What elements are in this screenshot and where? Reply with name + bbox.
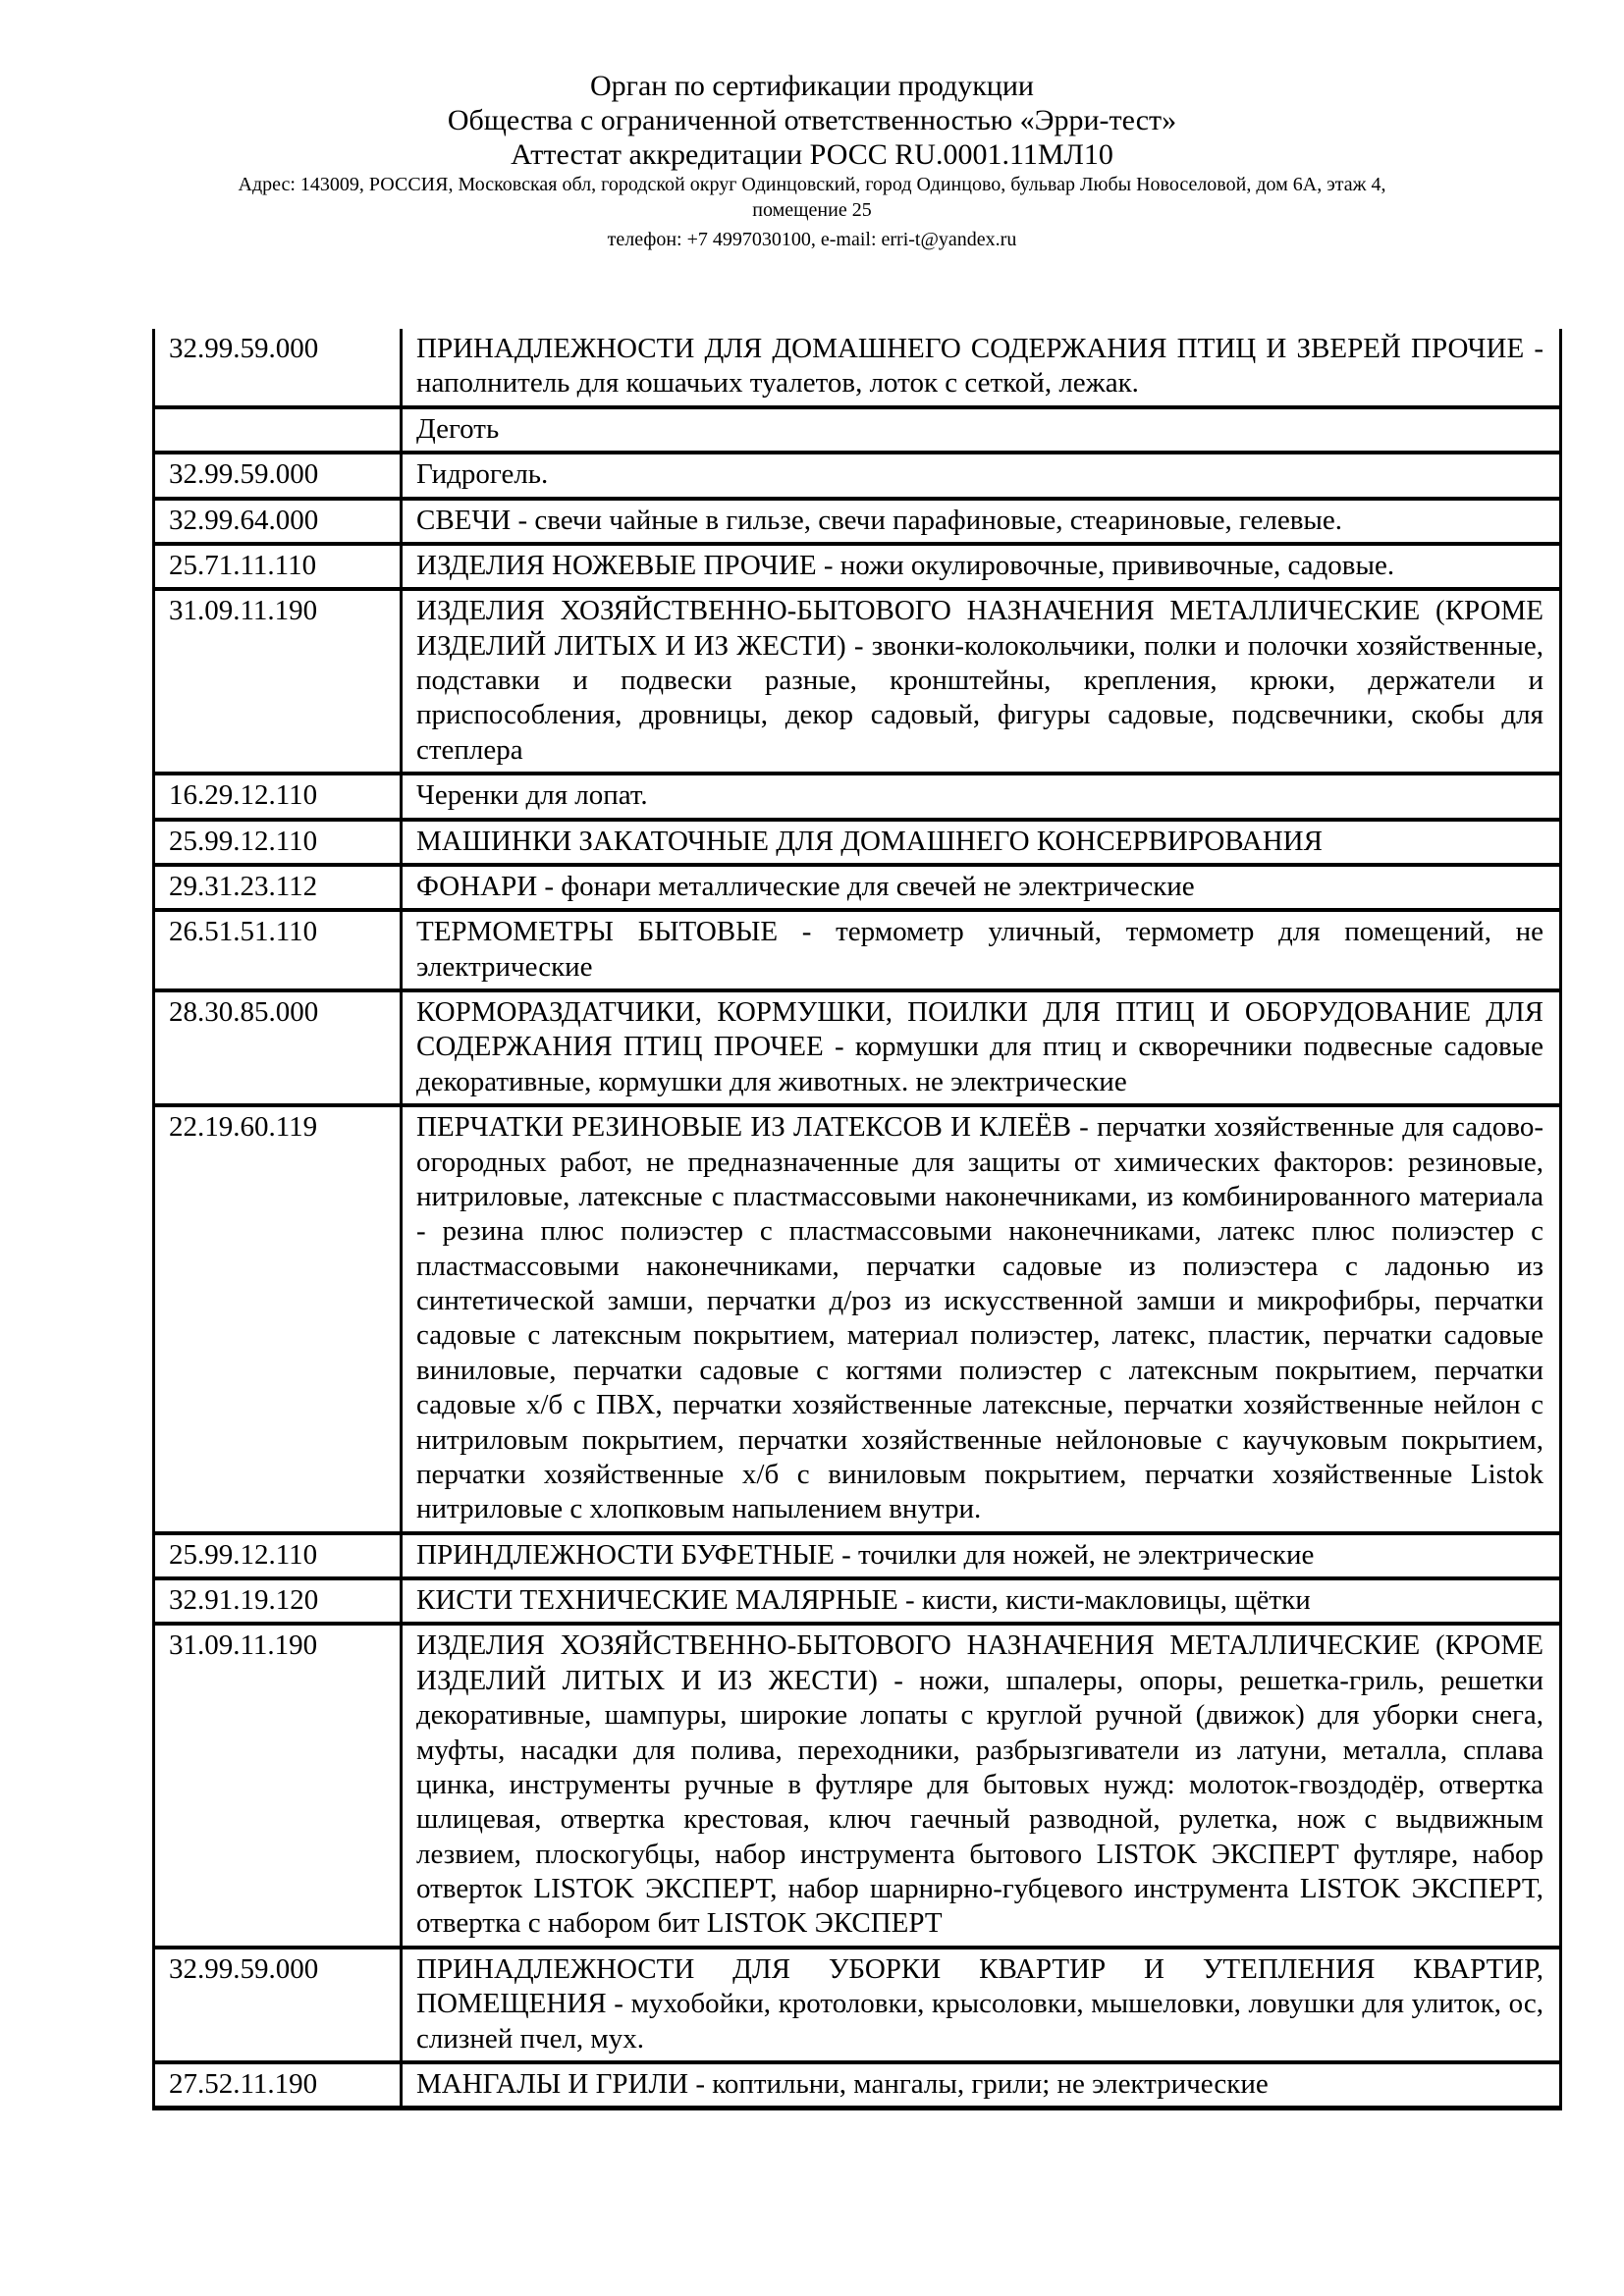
description-cell: КИСТИ ТЕХНИЧЕСКИЕ МАЛЯРНЫЕ - кисти, кисти-макловицы, щётки [402, 1578, 1561, 1624]
table-row [154, 910, 1561, 990]
code-cell: 22.19.60.119 [154, 1105, 402, 1533]
description-cell: КОРМОРАЗДАТЧИКИ, КОРМУШКИ, ПОИЛКИ ДЛЯ ПТИЦ И ОБОРУДОВАНИЕ ДЛЯ СОДЕРЖАНИЯ ПТИЦ ПРОЧЕЕ - кормушки для птиц и скворечники подвесные садовые декоративные, кормушки для животных. не электрические [402, 990, 1561, 1105]
description-cell: Деготь [402, 407, 1561, 453]
table-row [154, 329, 1561, 407]
description-cell: ИЗДЕЛИЯ ХОЗЯЙСТВЕННО-БЫТОВОГО НАЗНАЧЕНИЯ МЕТАЛЛИЧЕСКИЕ (КРОМЕ ИЗДЕЛИЙ ЛИТЫХ И ИЗ ЖЕСТИ) - звонки-колокольчики, полки и полочки хозяйственные, подставки и подвески разные, кронштейны, крепления, крюки, держатели и приспособления, дровницы, декор садовый, фигуры садовые, подсвечники, скобы для степлера [402, 589, 1561, 774]
org-title-line1: Орган по сертификации продукции [590, 70, 1034, 102]
table-row [154, 990, 1561, 1105]
contact-line: телефон: +7 4997030100, e-mail: erri-t@yandex.ru [607, 229, 1017, 250]
description-cell: Гидрогель. [402, 453, 1561, 498]
code-cell: 16.29.12.110 [154, 774, 402, 819]
table-row [154, 499, 1561, 544]
table-row [154, 1578, 1561, 1624]
table-row [154, 865, 1561, 910]
address-line1: Адрес: 143009, РОССИЯ, Московская обл, городской округ Одинцовский, город Одинцово, бульвар Любы Новоселовой, дом 6А, этаж 4, [238, 174, 1386, 195]
description-cell: ПРИНАДЛЕЖНОСТИ ДЛЯ УБОРКИ КВАРТИР И УТЕПЛЕНИЯ КВАРТИР, ПОМЕЩЕНИЯ - мухобойки, кротоловки, крысоловки, мышеловки, ловушки для улиток, ос, слизней пчел, мух. [402, 1948, 1561, 2062]
code-cell: 25.99.12.110 [154, 1533, 402, 1578]
code-cell: 31.09.11.190 [154, 589, 402, 774]
code-cell: 25.99.12.110 [154, 820, 402, 865]
code-cell [154, 407, 402, 453]
document-header [0, 0, 1624, 252]
table-row [154, 820, 1561, 865]
code-cell: 28.30.85.000 [154, 990, 402, 1105]
code-cell: 31.09.11.190 [154, 1624, 402, 1947]
description-cell: ФОНАРИ - фонари металлические для свечей не электрические [402, 865, 1561, 910]
description-cell: Черенки для лопат. [402, 774, 1561, 819]
code-cell: 29.31.23.112 [154, 865, 402, 910]
table-body [154, 329, 1561, 2109]
code-cell: 32.99.59.000 [154, 453, 402, 498]
table-row [154, 2062, 1561, 2109]
table-row [154, 1533, 1561, 1578]
table-row [154, 407, 1561, 453]
org-title-line2: Общества с ограниченной ответственностью «Эрри-тест» [447, 104, 1177, 136]
description-cell: ПРИНАДЛЕЖНОСТИ ДЛЯ ДОМАШНЕГО СОДЕРЖАНИЯ ПТИЦ И ЗВЕРЕЙ ПРОЧИЕ - наполнитель для кошачьих туалетов, лоток с сеткой, лежак. [416, 333, 1543, 400]
description-cell: МАНГАЛЫ И ГРИЛИ - коптильни, мангалы, грили; не электрические [402, 2062, 1561, 2109]
table-row [154, 1624, 1561, 1947]
description-cell: ТЕРМОМЕТРЫ БЫТОВЫЕ - термометр уличный, термометр для помещений, не электрические [402, 910, 1561, 990]
code-cell: 27.52.11.190 [154, 2062, 402, 2109]
description-cell: ПРИНДЛЕЖНОСТИ БУФЕТНЫЕ - точилки для ножей, не электрические [402, 1533, 1561, 1578]
table-row [154, 453, 1561, 498]
code-cell: 32.99.59.000 [154, 1948, 402, 2062]
product-codes-table [152, 329, 1562, 2110]
code-cell: 26.51.51.110 [154, 910, 402, 990]
code-cell: 32.91.19.120 [154, 1578, 402, 1624]
table-row [154, 589, 1561, 774]
description-cell: ИЗДЕЛИЯ НОЖЕВЫЕ ПРОЧИЕ - ножи окулировочные, прививочные, садовые. [402, 544, 1561, 589]
description-cell: СВЕЧИ - свечи чайные в гильзе, свечи парафиновые, стеариновые, гелевые. [402, 499, 1561, 544]
description-cell: МАШИНКИ ЗАКАТОЧНЫЕ ДЛЯ ДОМАШНЕГО КОНСЕРВИРОВАНИЯ [402, 820, 1561, 865]
accreditation-line: Аттестат аккредитации РОСС RU.0001.11МЛ10 [511, 138, 1113, 171]
description-cell: ИЗДЕЛИЯ ХОЗЯЙСТВЕННО-БЫТОВОГО НАЗНАЧЕНИЯ МЕТАЛЛИЧЕСКИЕ (КРОМЕ ИЗДЕЛИЙ ЛИТЫХ И ИЗ ЖЕСТИ) - ножи, шпалеры, опоры, решетка-гриль, решетки декоративные, шампуры, широкие лопаты с круглой ручной (движок) для уборки снега, муфты, насадки для полива, переходники, разбрызгиватели из латуни, металла, сплава цинка, инструменты ручные в футляре для бытовых нужд: молоток-гвоздодёр, отвертка шлицевая, отвертка крестовая, ключ гаечный разводной, рулетка, нож с выдвижным лезвием, плоскогубцы, набор инструмента бытового LISTOK ЭКСПЕРТ футляре, набор отверток LISTOK ЭКСПЕРТ, набор шарнирно-губцевого инструмента LISTOK ЭКСПЕРТ, отвертка с набором бит LISTOK ЭКСПЕРТ [402, 1624, 1561, 1947]
code-cell: 25.71.11.110 [154, 544, 402, 589]
code-cell: 32.99.59.000 [154, 329, 402, 407]
table-row [154, 544, 1561, 589]
table-row [154, 1948, 1561, 2062]
code-cell: 32.99.64.000 [154, 499, 402, 544]
table-row [154, 774, 1561, 819]
table-row [154, 1105, 1561, 1533]
description-cell: ПЕРЧАТКИ РЕЗИНОВЫЕ ИЗ ЛАТЕКСОВ И КЛЕЁВ - перчатки хозяйственные для садово-огородных работ, не предназначенные для защиты от химических факторов: резиновые, нитриловые, латексные с пластмассовыми наконечниками, из комбинированного материала - резина плюс полиэстер с пластмассовыми наконечниками, латекс плюс полиэстер с пластмассовыми наконечниками, перчатки садовые из полиэстера с ладонью из синтетической замши, перчатки д/роз из искусственной замши и микрофибры, перчатки садовые с латексным покрытием, материал полиэстер, латекс, пластик, перчатки садовые виниловые, перчатки садовые с когтями полиэстер с латексным покрытием, перчатки садовые х/б с ПВХ, перчатки хозяйственные латексные, перчатки хозяйственные нейлон с нитриловым покрытием, перчатки хозяйственные нейлоновые с каучуковым покрытием, перчатки хозяйственные х/б с виниловым покрытием, перчатки хозяйственные Listok нитриловые с хлопковым напылением внутри. [402, 1105, 1561, 1533]
address-line2: помещение 25 [752, 199, 872, 221]
